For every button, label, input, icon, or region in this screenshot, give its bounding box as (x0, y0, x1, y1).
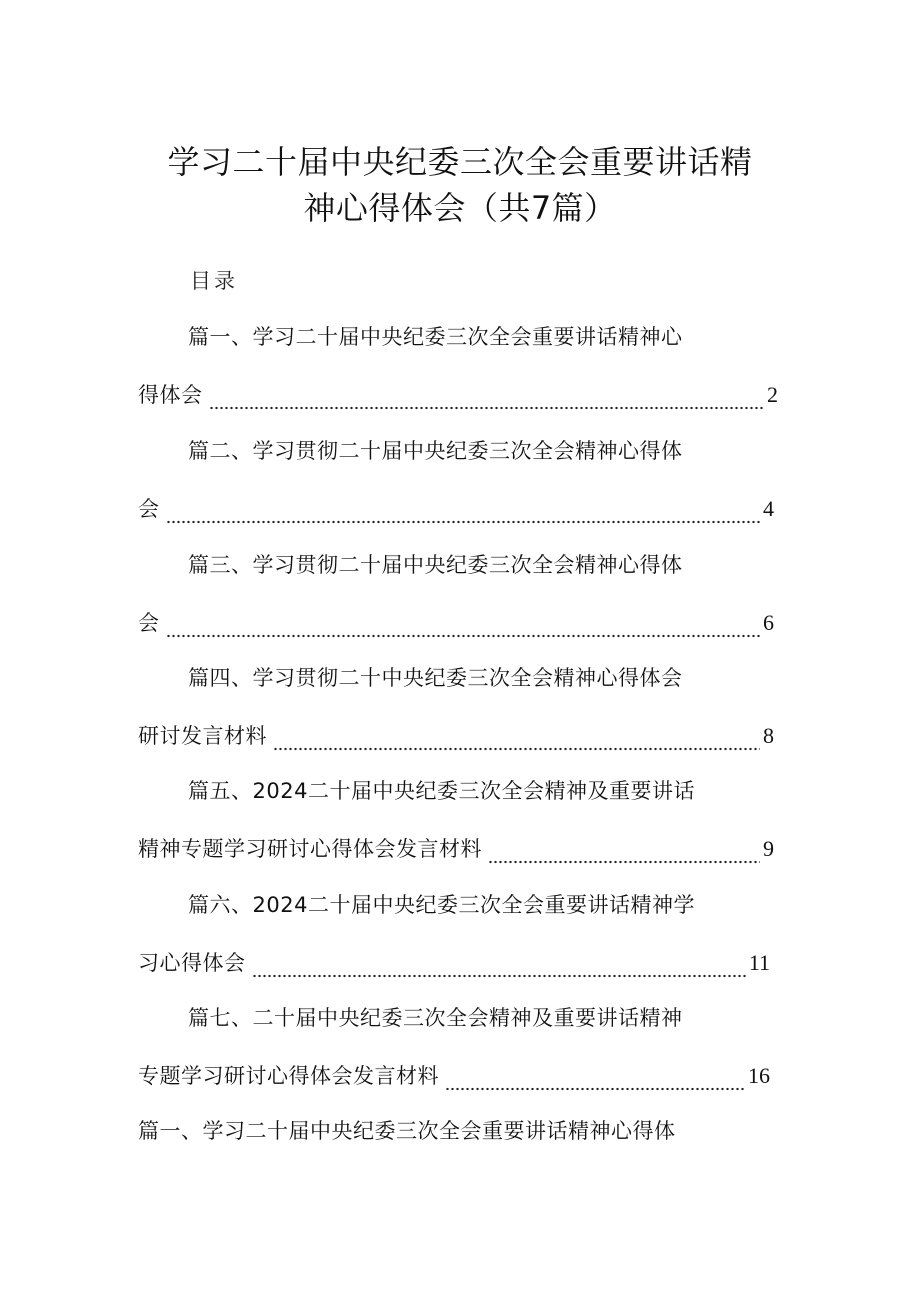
toc-leader-dots (209, 386, 765, 410)
section-heading: 篇一、学习二十届中央纪委三次全会重要讲话精神心得体 (138, 1119, 676, 1143)
toc-entry-5[interactable] (0, 776, 920, 886)
toc-leader-dots (166, 614, 761, 638)
toc-entry-continuation: 习心得体会 (138, 951, 246, 975)
toc-entry-3[interactable] (0, 550, 920, 660)
toc-entry-title: 篇一、学习二十届中央纪委三次全会重要讲话精神心 (188, 325, 683, 349)
toc-entry-title: 篇五、2024二十届中央纪委三次全会精神及重要讲话 (188, 779, 695, 803)
toc-entry-continuation: 会 (138, 611, 160, 635)
toc-entry-continuation-row (138, 1061, 770, 1091)
toc-entry-title: 篇四、学习贯彻二十中央纪委三次全会精神心得体会 (188, 666, 683, 690)
toc-heading: 目录 (190, 269, 238, 293)
toc-entry-7[interactable] (0, 1003, 920, 1113)
toc-entry-continuation-row (138, 948, 770, 978)
toc-page-number: 11 (748, 950, 770, 975)
toc-entry-4[interactable] (0, 663, 920, 773)
toc-entry-continuation: 研讨发言材料 (138, 724, 267, 748)
toc-page-number: 16 (748, 1063, 770, 1088)
toc-entry-continuation-row (138, 834, 774, 864)
toc-page-number: 8 (763, 723, 774, 748)
toc-page-number: 2 (767, 382, 778, 407)
toc-entry-title: 篇七、二十届中央纪委三次全会精神及重要讲话精神 (188, 1006, 683, 1030)
toc-entry-continuation-row (138, 608, 774, 638)
toc-leader-dots (445, 1067, 745, 1091)
toc-entry-title: 篇六、2024二十届中央纪委三次全会重要讲话精神学 (188, 893, 695, 917)
toc-page-number: 6 (763, 610, 774, 635)
document-title-line-1: 学习二十届中央纪委三次全会重要讲话精 (167, 143, 753, 181)
toc-page-number: 9 (763, 836, 774, 861)
toc-entry-6[interactable] (0, 890, 920, 1000)
toc-page-number: 4 (763, 496, 774, 521)
toc-entry-continuation: 专题学习研讨心得体会发言材料 (138, 1064, 439, 1088)
toc-entry-title: 篇三、学习贯彻二十届中央纪委三次全会精神心得体 (188, 553, 683, 577)
toc-entry-2[interactable] (0, 436, 920, 546)
toc-entry-continuation-row (138, 380, 778, 410)
toc-leader-dots (252, 954, 746, 978)
toc-leader-dots (273, 727, 760, 751)
toc-entry-title: 篇二、学习贯彻二十届中央纪委三次全会精神心得体 (188, 439, 683, 463)
toc-leader-dots (166, 500, 761, 524)
toc-entry-1[interactable] (0, 322, 920, 432)
toc-entry-continuation: 会 (138, 497, 160, 521)
toc-entry-continuation-row (138, 494, 774, 524)
toc-entry-continuation-row (138, 721, 774, 751)
document-title-line-2: 神心得体会（共7篇） (303, 189, 617, 227)
toc-entry-continuation: 精神专题学习研讨心得体会发言材料 (138, 837, 482, 861)
toc-leader-dots (488, 840, 760, 864)
toc-entry-continuation: 得体会 (138, 383, 203, 407)
